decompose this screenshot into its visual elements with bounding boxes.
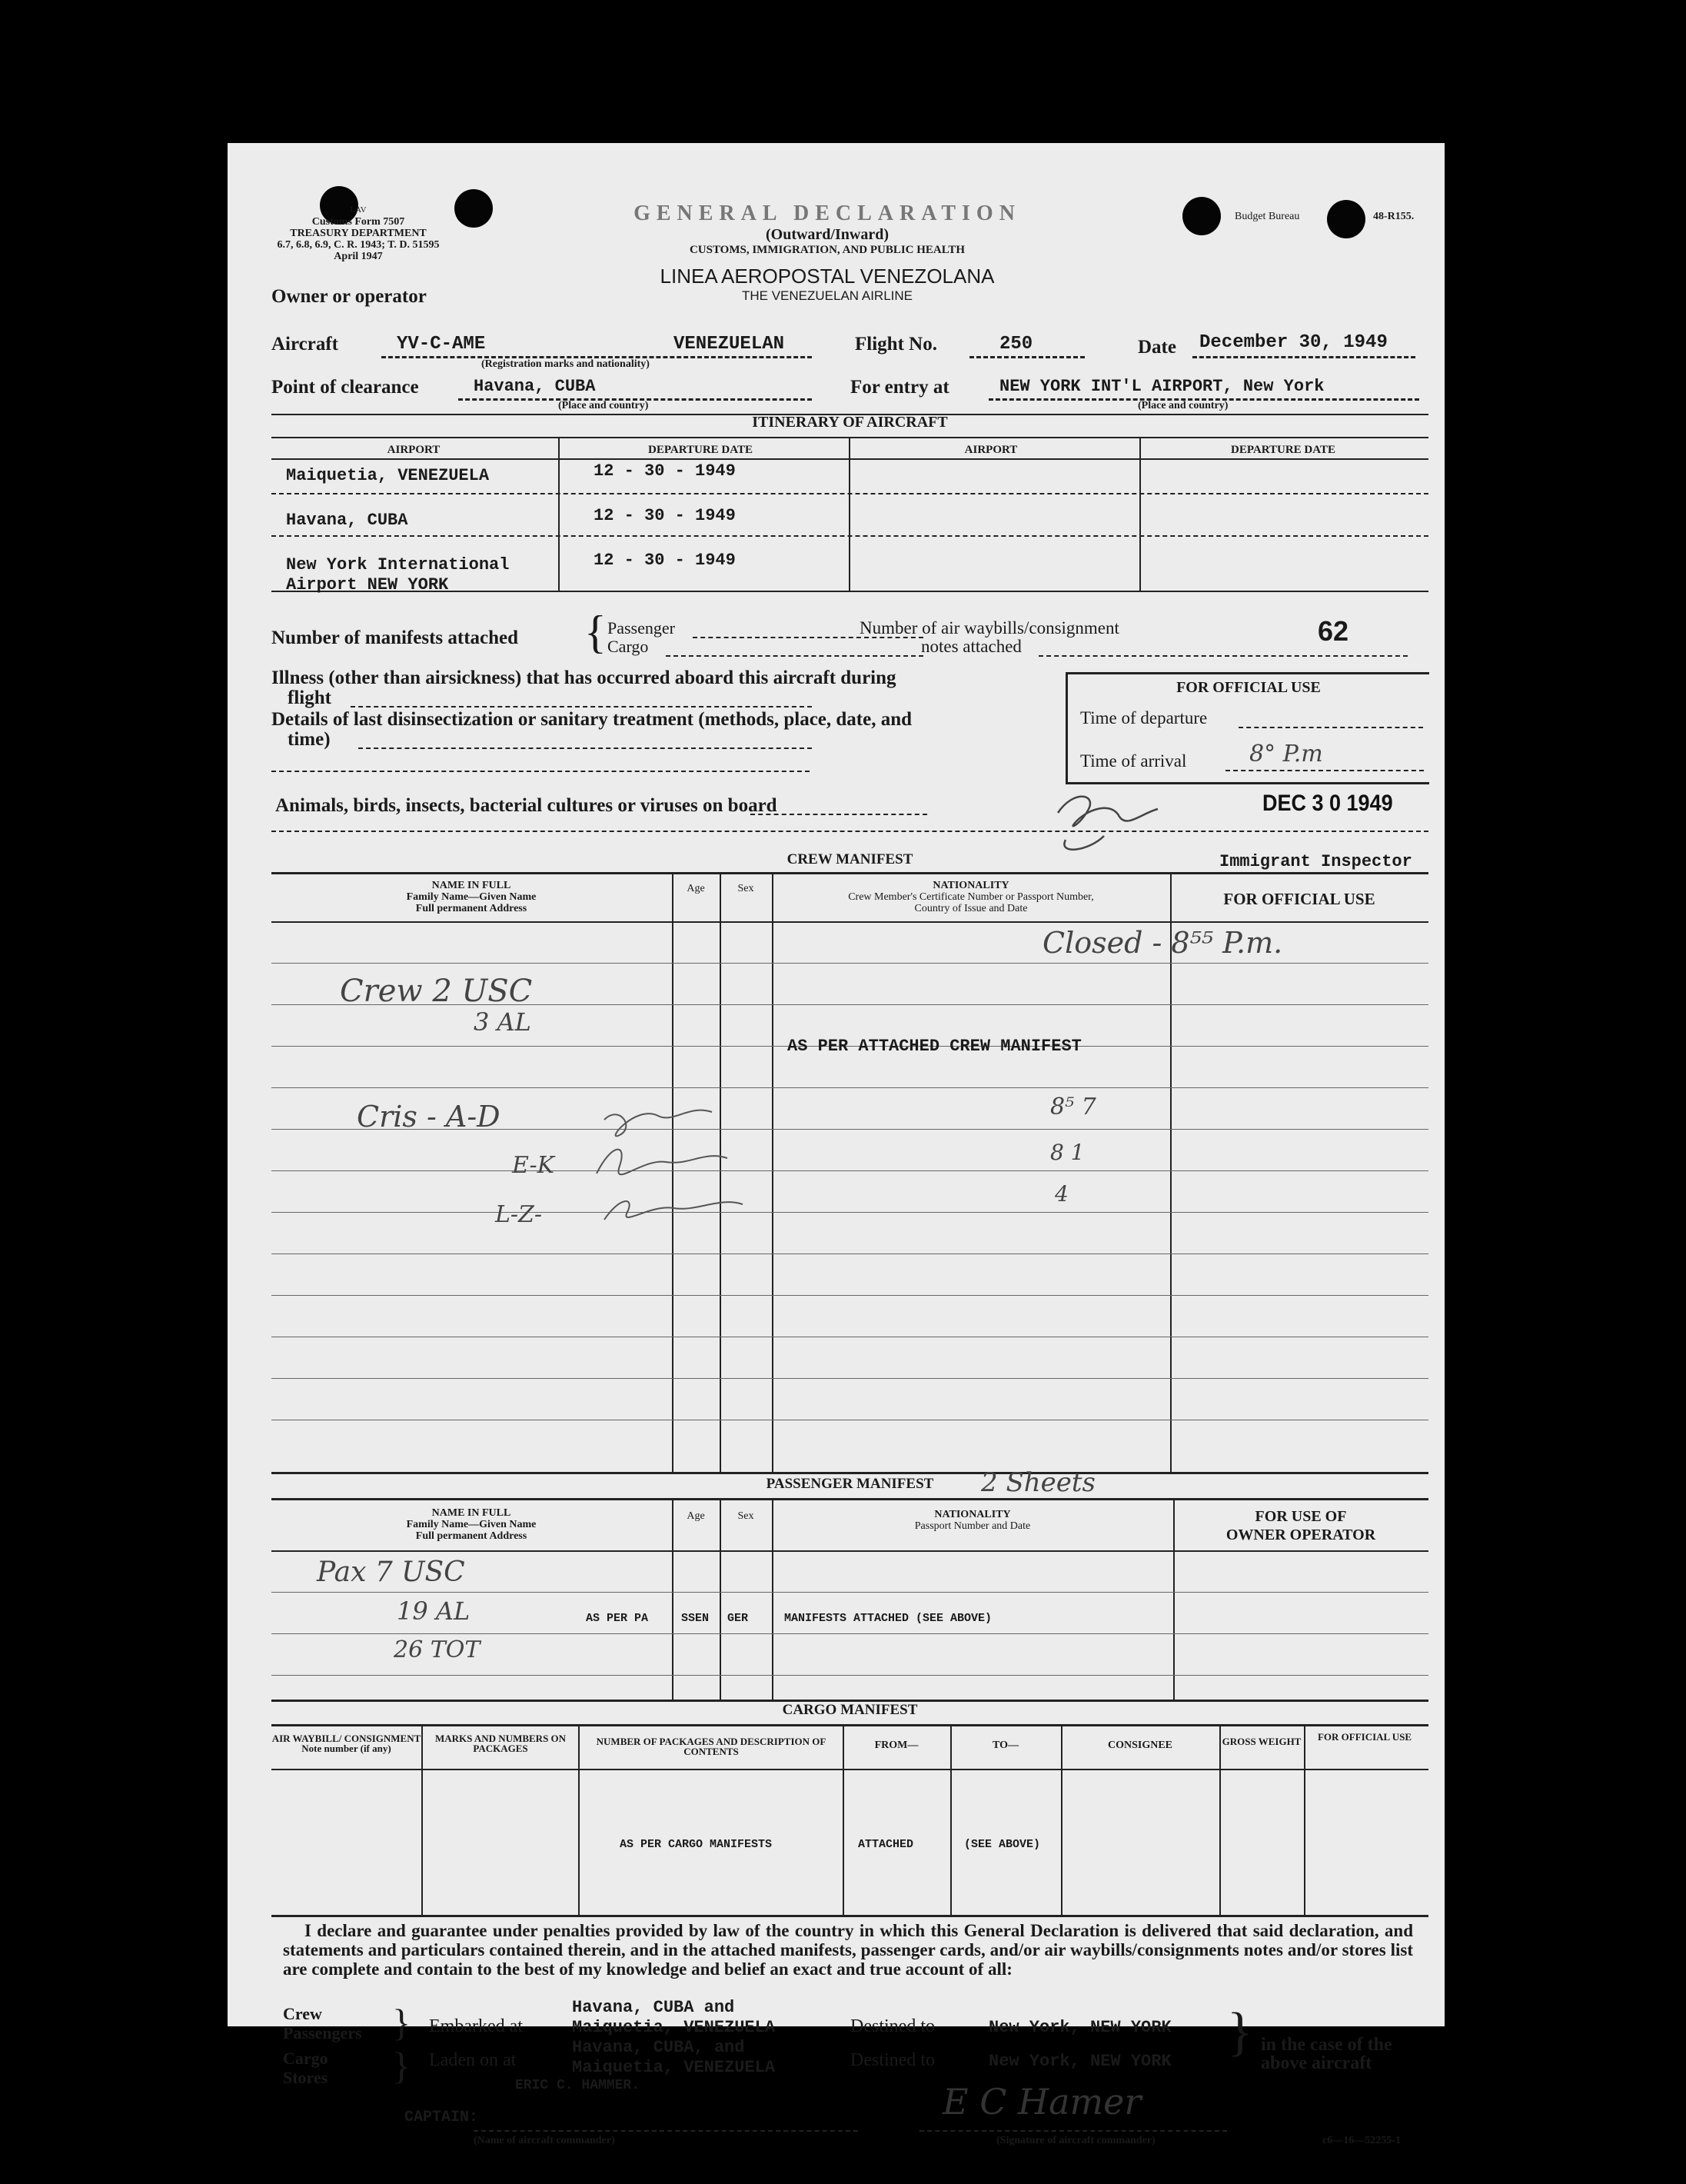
crew-header-nat-line: NATIONALITY <box>933 880 1009 891</box>
flight-date: December 30, 1949 <box>1199 332 1388 353</box>
brace-icon: } <box>392 2044 411 2087</box>
budget-number: 48-R155. <box>1373 211 1415 222</box>
form-title: GENERAL DECLARATION <box>633 201 1021 225</box>
passenger-header-nat-line: NATIONALITY <box>934 1509 1011 1520</box>
arrival-time-handwritten: 8° P.m <box>1249 741 1323 767</box>
itinerary-airport: Havana, CUBA <box>286 511 408 530</box>
dotted-line <box>271 535 1428 537</box>
entry-caption: (Place and country) <box>1138 400 1229 411</box>
above-aircraft-label: above aircraft <box>1261 2053 1372 2073</box>
crew-header-nat-line: Country of Issue and Date <box>914 903 1028 914</box>
clearance-caption: (Place and country) <box>558 400 649 411</box>
form-header <box>558 201 1096 304</box>
itinerary-header: AIRPORT <box>964 444 1018 456</box>
crew-numbers-handwritten-2: 8 1 <box>1050 1140 1085 1165</box>
row-line <box>271 1087 1428 1088</box>
arrival-time-label: Time of arrival <box>1080 751 1187 771</box>
aircraft-label: Aircraft <box>271 334 338 355</box>
column-divider <box>1139 437 1141 591</box>
punch-hole <box>1327 200 1365 238</box>
row-line <box>271 1378 1428 1379</box>
laden-value: Havana, CUBA, and <box>572 2038 745 2057</box>
row-line <box>271 1592 1428 1593</box>
row-line <box>271 1675 1428 1676</box>
passenger-count-handwritten-2: 19 AL <box>397 1596 471 1626</box>
passenger-header-name <box>271 1507 671 1542</box>
itinerary-date: 12 - 30 - 1949 <box>594 551 736 570</box>
manifests-label: Number of manifests attached <box>271 628 519 648</box>
animals-label: Animals, birds, insects, bacterial cultures or viruses on board <box>275 795 777 816</box>
crew-count-handwritten-2: 3 AL <box>474 1007 531 1037</box>
cargo-header: FOR OFFICIAL USE <box>1317 1731 1412 1743</box>
cargo-header: GROSS WEIGHT <box>1222 1736 1302 1747</box>
dotted-line <box>1039 655 1408 657</box>
entry-value: NEW YORK INT'L AIRPORT, New York <box>999 377 1325 396</box>
form-info <box>266 205 451 262</box>
column-divider <box>558 437 560 591</box>
form-info-line: Customs Form 7507 <box>311 216 405 228</box>
crew-numbers-handwritten: 8⁵ 7 <box>1050 1094 1096 1120</box>
rule <box>271 1498 1428 1500</box>
punch-hole <box>1182 197 1221 235</box>
inspector-signature <box>1043 778 1166 863</box>
itinerary-date: 12 - 30 - 1949 <box>594 506 736 525</box>
crew-header-official: FOR OFFICIAL USE <box>1223 890 1375 908</box>
form-info-line: 6.7, 6.8, 6.9, C. R. 1943; T. D. 51595 <box>277 239 440 251</box>
brace-icon: } <box>1227 2003 1253 2062</box>
destined-label-2: Destined to <box>850 2050 935 2070</box>
crew-header-nationality <box>772 880 1170 914</box>
dotted-line <box>1239 727 1423 728</box>
passenger-header-owner <box>1173 1507 1428 1544</box>
row-line <box>271 1295 1428 1296</box>
airline-name-en: THE VENEZUELAN AIRLINE <box>741 288 913 303</box>
passenger-count-handwritten-3: 26 TOT <box>394 1636 481 1663</box>
crew-initials-handwritten-2: E-K <box>512 1152 555 1179</box>
passenger-count-handwritten: Pax 7 USC <box>317 1556 465 1588</box>
declaration-text: I declare and guarantee under penalties provided by law of the country in which this General Declaration is delivered that said declaration, and statements and particulars contained therein, and in the attached manifests, passenger cards, and/or air waybills/consignments notes and/or stores list are complete and contain to the best of my knowledge and belief an exact and true account of all: <box>283 1921 1413 1979</box>
itinerary-airport-cont: Airport NEW YORK <box>286 575 449 594</box>
dotted-line <box>969 356 1085 358</box>
cargo-typed-3: (SEE ABOVE) <box>964 1838 1041 1851</box>
laden-label: Laden on at <box>429 2050 517 2070</box>
itinerary-title: ITINERARY OF AIRCRAFT <box>752 414 948 431</box>
printer-code: c6—16—52255-1 <box>1322 2135 1401 2146</box>
passenger-typed-1: AS PER PA <box>586 1612 649 1625</box>
brace-icon: } <box>392 2001 411 2044</box>
manifest-passenger: Passenger <box>607 618 675 638</box>
form-info-line: TREASURY DEPARTMENT <box>290 228 427 239</box>
signature-caption: (Signature of aircraft commander) <box>996 2135 1156 2146</box>
column-divider <box>1219 1724 1221 1915</box>
entry-label: For entry at <box>850 377 949 398</box>
official-use-title: FOR OFFICIAL USE <box>1176 679 1321 696</box>
column-divider <box>578 1724 580 1915</box>
commander-signature: E C Hamer <box>943 2081 1142 2122</box>
commander-name-caption: (Name of aircraft commander) <box>474 2135 615 2146</box>
column-divider <box>1304 1724 1305 1915</box>
budget-label: Budget Bureau <box>1235 211 1300 222</box>
captain-label: CAPTAIN: <box>404 2109 479 2126</box>
dotted-line <box>271 831 1428 832</box>
passenger-typed-2: SSEN <box>681 1612 710 1625</box>
embarked-value-2: Maiquetia, VENEZUELA <box>572 2018 776 2037</box>
form-agencies: CUSTOMS, IMMIGRATION, AND PUBLIC HEALTH <box>689 244 966 256</box>
flight-label: Flight No. <box>855 334 937 355</box>
crew-closed-handwritten: Closed - 8⁵⁵ P.m. <box>1043 926 1283 960</box>
crew-header-name-line: Family Name—Given Name <box>406 891 537 903</box>
brace-icon: { <box>584 607 607 658</box>
cargo-header: AIR WAYBILL/ CONSIGNMENT Note number (if any) <box>271 1733 421 1754</box>
itinerary-header: DEPARTURE DATE <box>1230 444 1335 456</box>
column-divider <box>421 1724 423 1915</box>
disinsect-label: Details of last disinsectization or sanitary treatment (methods, place, date, and <box>271 709 913 730</box>
declaration-form-paper <box>228 143 1445 2146</box>
cargo-header: MARKS AND NUMBERS ON PACKAGES <box>434 1733 567 1754</box>
passenger-typed-3: GER <box>727 1612 749 1625</box>
row-line <box>271 1253 1428 1254</box>
destined-value-2: New York, NEW YORK <box>989 2052 1172 2071</box>
itinerary-header: DEPARTURE DATE <box>647 444 753 456</box>
commander-typed-name: ERIC C. HAMMER. <box>515 2078 640 2093</box>
crew-header-nat-line: Crew Member's Certificate Number or Passport Number, <box>848 891 1094 903</box>
aircraft-nationality: VENEZUELAN <box>673 334 785 355</box>
rule <box>271 1915 1428 1917</box>
itinerary-header: AIRPORT <box>387 444 441 456</box>
laden-value-2: Maiquetia, VENEZUELA <box>572 2058 776 2077</box>
aircraft-caption: (Registration marks and nationality) <box>481 358 650 370</box>
passenger-header-nat-line: Passport Number and Date <box>914 1520 1031 1532</box>
dotted-line <box>750 814 927 815</box>
cargo-manifest-title: CARGO MANIFEST <box>782 1702 918 1718</box>
category-crew: Crew <box>283 2004 322 2023</box>
manifest-cargo: Cargo <box>607 637 649 656</box>
departure-time-label: Time of departure <box>1080 708 1208 727</box>
illness-label: Illness (other than airsickness) that has occurred aboard this aircraft during <box>271 668 896 688</box>
date-stamp: DEC 3 0 1949 <box>1262 791 1393 816</box>
dotted-line <box>919 2130 1227 2132</box>
form-info-line: LAV <box>350 205 367 215</box>
waybills-count: 62 <box>1318 615 1349 647</box>
passenger-typed-4: MANIFESTS ATTACHED (SEE ABOVE) <box>784 1612 993 1625</box>
cargo-typed-2: ATTACHED <box>858 1838 914 1851</box>
category-stores: Stores <box>283 2068 328 2087</box>
in-case-label: in the case of the <box>1261 2035 1392 2055</box>
dotted-line <box>271 771 810 772</box>
column-divider <box>720 1498 721 1700</box>
column-divider <box>849 437 850 591</box>
rule <box>271 921 1428 923</box>
waybills-label: Number of air waybills/consignment <box>860 618 1119 638</box>
official-use-box <box>1066 672 1429 784</box>
declaration-categories <box>283 2004 362 2087</box>
passenger-header-owner-line: OWNER OPERATOR <box>1225 1526 1376 1543</box>
crew-numbers-handwritten-3: 4 <box>1055 1181 1069 1207</box>
passenger-header-name-line: NAME IN FULL <box>431 1507 511 1519</box>
dotted-line <box>358 747 812 749</box>
cargo-typed-1: AS PER CARGO MANIFESTS <box>620 1838 773 1851</box>
crew-count-handwritten: Crew 2 USC <box>340 974 533 1009</box>
rule <box>271 1724 1428 1726</box>
aircraft-registration: YV-C-AME <box>397 334 486 355</box>
dotted-line <box>666 655 923 657</box>
column-divider <box>1061 1724 1062 1915</box>
crew-typed-note: AS PER ATTACHED CREW MANIFEST <box>787 1037 1082 1056</box>
column-divider <box>672 1498 673 1700</box>
disinsect-label-cont: time) <box>288 729 331 750</box>
passenger-header-age: Age <box>687 1510 705 1522</box>
row-line <box>271 963 1428 964</box>
cargo-header: TO— <box>993 1740 1019 1751</box>
dotted-line <box>351 706 812 707</box>
punch-hole <box>454 189 493 228</box>
inspector-title: Immigrant Inspector <box>1219 852 1412 871</box>
passenger-header-owner-line: FOR USE OF <box>1255 1508 1347 1525</box>
row-line <box>271 1633 1428 1634</box>
crew-header-age: Age <box>687 883 705 894</box>
category-cargo: Cargo <box>283 2049 328 2068</box>
crew-signatures <box>589 1097 866 1235</box>
crew-header-name <box>271 880 671 914</box>
clearance-label: Point of clearance <box>271 377 419 398</box>
dotted-line <box>474 2130 858 2132</box>
column-divider <box>843 1724 844 1915</box>
category-passengers: Passengers <box>283 2023 362 2043</box>
dotted-line <box>271 493 1428 494</box>
form-subtitle: (Outward/Inward) <box>765 226 889 243</box>
passenger-header-nationality <box>772 1509 1173 1532</box>
passenger-header-sex: Sex <box>737 1510 754 1522</box>
rule <box>271 1769 1428 1770</box>
passenger-sheets-handwritten: 2 Sheets <box>981 1467 1096 1498</box>
crew-initials-handwritten: Cris - A-D <box>357 1100 500 1134</box>
dotted-line <box>1225 770 1424 771</box>
cargo-header: CONSIGNEE <box>1107 1740 1173 1751</box>
owner-label: Owner or operator <box>271 286 427 307</box>
destined-value: New York, NEW YORK <box>989 2018 1172 2037</box>
dotted-line <box>1192 356 1415 358</box>
column-divider <box>950 1724 952 1915</box>
passenger-header-name-line: Family Name—Given Name <box>406 1519 537 1530</box>
clearance-value: Havana, CUBA <box>474 377 596 396</box>
crew-initials-handwritten-3: L-Z- <box>495 1201 543 1228</box>
itinerary-date: 12 - 30 - 1949 <box>594 461 736 481</box>
passenger-header-name-line: Full permanent Address <box>415 1530 527 1542</box>
crew-header-sex: Sex <box>737 883 754 894</box>
itinerary-airport: New York International <box>286 555 510 574</box>
date-label: Date <box>1138 337 1176 358</box>
itinerary-airport: Maiquetia, VENEZUELA <box>286 466 490 485</box>
crew-manifest-title: CREW MANIFEST <box>786 851 913 867</box>
waybills-label-cont: notes attached <box>921 637 1022 656</box>
crew-header-name-line: Full permanent Address <box>415 903 527 914</box>
embarked-label: Embarked at <box>429 2016 523 2036</box>
rule <box>271 872 1428 874</box>
airline-name: LINEA AEROPOSTAL VENEZOLANA <box>660 265 995 288</box>
illness-label-cont: flight <box>288 687 331 708</box>
crew-header-name-line: NAME IN FULL <box>431 880 511 891</box>
cargo-header: FROM— <box>874 1740 919 1751</box>
form-info-line: April 1947 <box>334 251 383 262</box>
destined-label: Destined to <box>850 2016 935 2036</box>
passenger-manifest-title: PASSENGER MANIFEST <box>766 1476 934 1492</box>
rule <box>271 1550 1428 1552</box>
embarked-value: Havana, CUBA and <box>572 1998 735 2017</box>
cargo-header: NUMBER OF PACKAGES AND DESCRIPTION OF CONTENTS <box>596 1736 826 1757</box>
column-divider <box>1170 872 1172 1472</box>
flight-number: 250 <box>999 334 1033 355</box>
rule <box>271 1472 1428 1474</box>
